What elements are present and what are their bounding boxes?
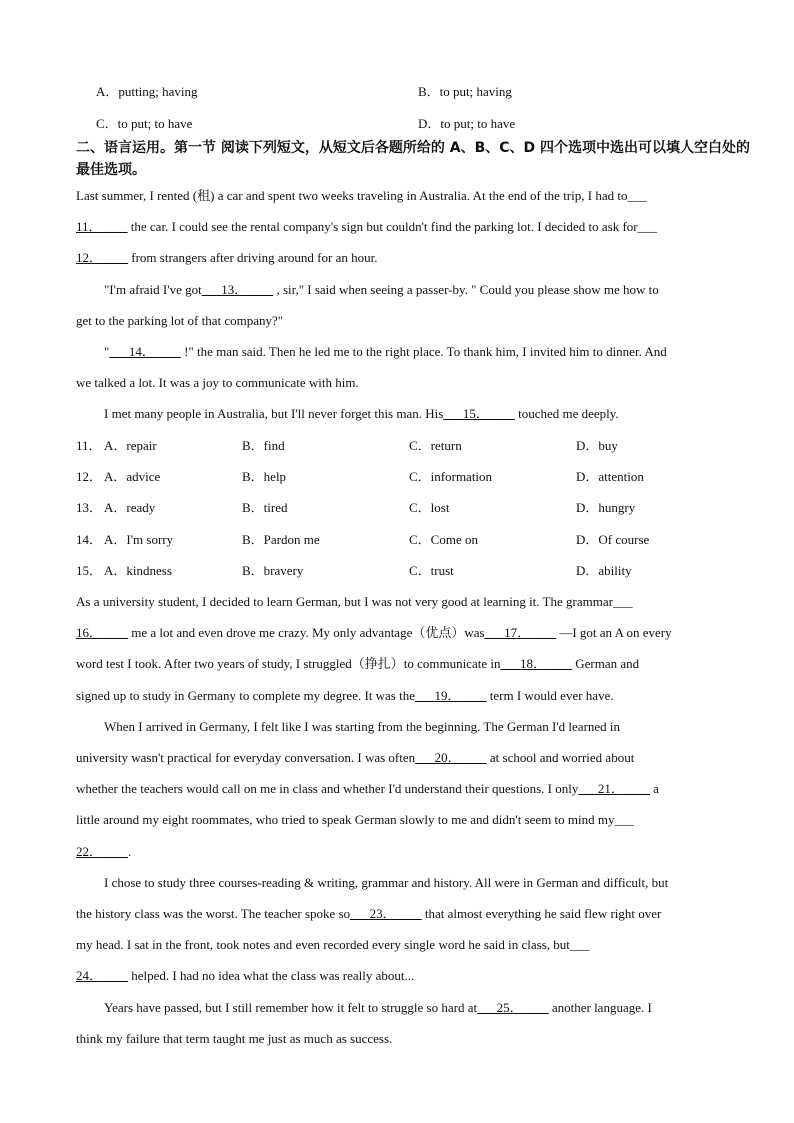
choice-d: D．Of course xyxy=(576,532,650,547)
text: whether the teachers would call on me in class and whether I'd understand their questions. I only xyxy=(76,781,579,796)
blank-23: ___23．____ xyxy=(350,906,422,921)
question-number: 13． xyxy=(76,500,103,515)
text: from strangers after driving around for an hour. xyxy=(128,250,378,265)
passage2-line xyxy=(76,625,672,641)
option-d: D．to put; to have xyxy=(418,116,516,131)
choice-b: B．find xyxy=(242,438,285,453)
passage1-line: get to the parking lot of that company?" xyxy=(76,313,284,328)
text: word test I took. After two years of study, I struggled（挣扎）to communicate in xyxy=(76,656,501,671)
text: the history class was the worst. The teacher spoke so xyxy=(76,906,351,921)
text: university wasn't practical for everyday conversation. I was often xyxy=(76,750,416,765)
choice-b: B．tired xyxy=(242,500,288,515)
passage1-line: we talked a lot. It was a joy to communicate with him. xyxy=(76,375,359,390)
text: at school and worried about xyxy=(486,750,635,765)
passage2-line: When I arrived in Germany, I felt like I was starting from the beginning. The German I'd learned in xyxy=(104,719,621,734)
passage2-line: my head. I sat in the front, took notes and even recorded every single word he said in class, but___ xyxy=(76,937,590,952)
passage2-line xyxy=(104,1000,652,1016)
choice-b: B．bravery xyxy=(242,563,304,578)
text: I met many people in Australia, but I'll never forget this man. His xyxy=(104,406,444,421)
question-number: 14． xyxy=(76,532,103,547)
blank-24: 24．____ xyxy=(76,968,129,983)
choice-d: D．hungry xyxy=(576,500,636,515)
passage1-line xyxy=(104,282,659,298)
blank-18: ___18．____ xyxy=(500,656,572,671)
text: "I'm afraid I've got xyxy=(104,282,202,297)
text: a xyxy=(649,781,659,796)
text: German and xyxy=(571,656,640,671)
choice-c: C．Come on xyxy=(409,532,478,547)
choice-d: D．buy xyxy=(576,438,618,453)
option-b: B．to put; having xyxy=(418,84,512,99)
blank-14: ___14．____ xyxy=(109,344,181,359)
blank-21: ___21．____ xyxy=(578,781,650,796)
passage1-line xyxy=(76,219,657,235)
choice-b: B．help xyxy=(242,469,287,484)
passage2-line: As a university student, I decided to learn German, but I was not very good at learning it. The grammar___ xyxy=(76,594,633,609)
choice-c: C．trust xyxy=(409,563,454,578)
text: term I would ever have. xyxy=(486,688,614,703)
text: that almost everything he said flew right over xyxy=(421,906,662,921)
choice-a: A．advice xyxy=(104,469,161,484)
passage2-line: I chose to study three courses-reading & writing, grammar and history. All were in German and difficult, but xyxy=(104,875,669,890)
text: touched me deeply. xyxy=(514,406,619,421)
passage2-line xyxy=(76,968,414,984)
choice-b: B．Pardon me xyxy=(242,532,320,547)
blank-22: 22．____ xyxy=(76,844,129,859)
blank-11: 11．____ xyxy=(76,219,128,234)
blank-15: ___15．____ xyxy=(443,406,515,421)
question-number: 12． xyxy=(76,469,103,484)
text: the car. I could see the rental company's sign but couldn't find the parking lot. I decided to ask for___ xyxy=(127,219,658,234)
choice-a: A．I'm sorry xyxy=(104,532,174,547)
text: Years have passed, but I still remember how it felt to struggle so hard at xyxy=(104,1000,478,1015)
passage2-line xyxy=(76,781,659,797)
passage1-line xyxy=(104,406,619,422)
blank-19: ___19．____ xyxy=(415,688,487,703)
text: signed up to study in Germany to complete my degree. It was the xyxy=(76,688,416,703)
passage2-line xyxy=(76,688,614,704)
passage2-line: little around my eight roommates, who tried to speak German slowly to me and didn't seem to mind my___ xyxy=(76,812,634,827)
text: . xyxy=(128,844,132,859)
choice-a: A．kindness xyxy=(104,563,172,578)
text: , sir," I said when seeing a passer-by. " Could you please show me how to xyxy=(273,282,659,297)
section-heading: 二、语言运用。第一节 阅读下列短文，从短文后各题所给的 A、B、C、D 四个选项中选出可以填人空白处的最佳选项。 xyxy=(76,140,751,178)
question-number: 11． xyxy=(76,438,102,453)
passage2-line xyxy=(76,906,661,922)
choice-a: A．repair xyxy=(104,438,157,453)
passage1-line xyxy=(104,344,667,360)
passage2-line xyxy=(76,656,639,672)
blank-13: ___13．____ xyxy=(201,282,274,297)
blank-16: 16．____ xyxy=(76,625,129,640)
passage1-line: Last summer, I rented (租) a car and spent two weeks traveling in Australia. At the end of the trip, I had to___ xyxy=(76,188,647,203)
blank-17: ___17．____ xyxy=(484,625,557,640)
choice-c: C．lost xyxy=(409,500,450,515)
option-a: A．putting; having xyxy=(96,84,198,99)
blank-25: ___25．____ xyxy=(477,1000,549,1015)
text: —I got an A on every xyxy=(556,625,672,640)
choice-c: C．information xyxy=(409,469,493,484)
text: " xyxy=(104,344,110,359)
choice-d: D．ability xyxy=(576,563,632,578)
text: me a lot and even drove me crazy. My only advantage（优点）was xyxy=(128,625,485,640)
blank-12: 12．____ xyxy=(76,250,129,265)
passage2-line xyxy=(76,844,131,860)
passage2-line xyxy=(76,750,634,766)
passage1-line xyxy=(76,250,377,266)
text: !" the man said. Then he led me to the right place. To thank him, I invited him to dinner. And xyxy=(180,344,667,359)
option-c: C．to put; to have xyxy=(96,116,193,131)
passage2-line: think my failure that term taught me just as much as success. xyxy=(76,1031,393,1046)
choice-d: D．attention xyxy=(576,469,644,484)
blank-20: ___20．____ xyxy=(415,750,487,765)
choice-c: C．return xyxy=(409,438,462,453)
choice-a: A．ready xyxy=(104,500,156,515)
text: helped. I had no idea what the class was really about... xyxy=(128,968,415,983)
text: another language. I xyxy=(548,1000,652,1015)
question-number: 15． xyxy=(76,563,103,578)
